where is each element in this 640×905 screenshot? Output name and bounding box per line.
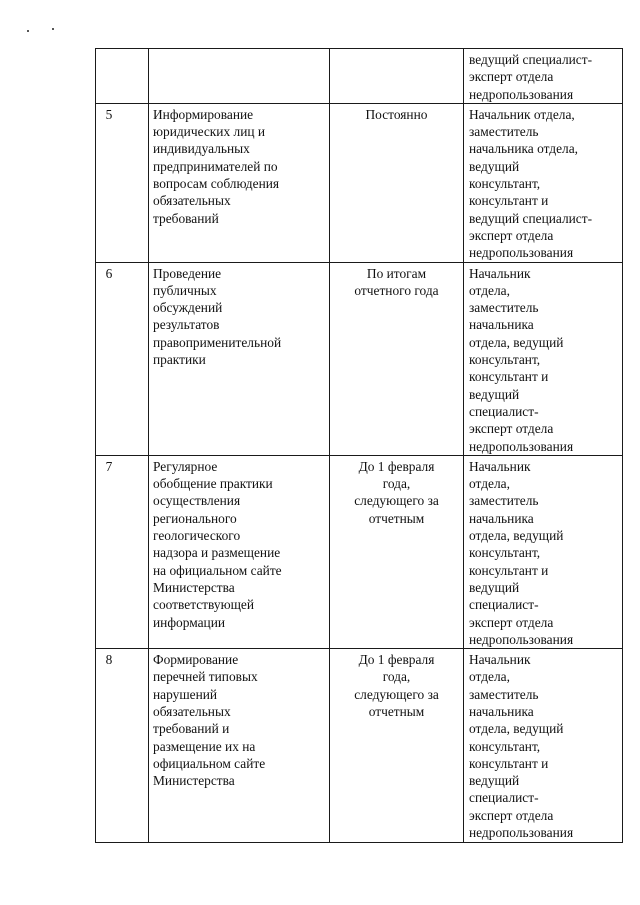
text-line: нарушений <box>153 686 218 702</box>
deadline-cell <box>330 262 464 455</box>
text-line: соответствующей <box>153 597 254 613</box>
table-body <box>96 49 623 843</box>
text-line: обязательных <box>153 703 231 719</box>
text-line: официальном сайте <box>153 755 266 771</box>
text-line: отдела, ведущий <box>469 721 564 737</box>
text-line: ведущий <box>469 773 520 789</box>
responsible-cell <box>464 455 623 648</box>
deadline-text <box>330 104 463 123</box>
text-line: Министерства <box>153 773 235 789</box>
text-line: на официальном сайте <box>153 562 282 578</box>
text-line: недропользования <box>469 245 574 261</box>
activity-cell <box>149 103 330 262</box>
text-line: консультант и <box>469 562 549 578</box>
responsible-cell <box>464 649 623 843</box>
text-line: отдела, <box>469 669 510 685</box>
text-line: публичных <box>153 282 217 298</box>
text-line: Начальник <box>469 652 531 668</box>
text-line: отдела, <box>469 282 510 298</box>
text-line: геологического <box>153 528 241 544</box>
text-line: Формирование <box>153 652 239 668</box>
text-line: года, <box>382 476 411 492</box>
row-number: 6 <box>105 265 113 281</box>
activity-text <box>149 49 329 51</box>
text-line: требований <box>153 210 219 226</box>
text-line: правоприменительной <box>153 334 282 350</box>
inspection-plan-table <box>95 48 623 843</box>
text-line: консультант и <box>469 369 549 385</box>
activity-cell <box>149 455 330 648</box>
text-line: практики <box>153 352 206 368</box>
text-line: Проведение <box>153 265 222 281</box>
table-row <box>96 649 623 843</box>
text-line: обобщение практики <box>153 476 273 492</box>
text-line: перечней типовых <box>153 669 258 685</box>
row-number: 5 <box>105 106 113 122</box>
text-line: отчетного года <box>354 282 439 298</box>
text-line: недропользования <box>469 825 574 841</box>
table-row <box>96 103 623 262</box>
scan-speck <box>27 30 29 32</box>
activity-text <box>149 104 329 227</box>
text-line: недропользования <box>469 438 574 454</box>
text-line: осуществления <box>153 493 241 509</box>
activity-cell <box>149 49 330 104</box>
activity-text <box>149 456 329 631</box>
responsible-cell <box>464 103 623 262</box>
text-line: юридических лиц и <box>153 124 266 140</box>
text-line: следующего за <box>354 686 439 702</box>
text-line: До 1 февраля <box>358 458 435 474</box>
text-line: ведущий <box>469 158 520 174</box>
deadline-cell <box>330 455 464 648</box>
text-line: вопросам соблюдения <box>153 176 280 192</box>
text-line: эксперт отдела <box>469 69 554 85</box>
text-line: консультант, <box>469 176 541 192</box>
text-line: надзора и размещение <box>153 545 281 561</box>
text-line: размещение их на <box>153 738 256 754</box>
text-line: специалист- <box>469 790 539 806</box>
responsible-text <box>464 104 622 262</box>
number-cell <box>96 49 149 104</box>
text-line: регионального <box>153 510 237 526</box>
text-line: заместитель <box>469 124 539 140</box>
text-line: консультант и <box>469 755 549 771</box>
text-line: заместитель <box>469 300 539 316</box>
text-line: отдела, <box>469 476 510 492</box>
activity-text <box>149 649 329 789</box>
scan-speck <box>52 28 54 30</box>
text-line: консультант, <box>469 545 541 561</box>
deadline-cell <box>330 649 464 843</box>
number-cell <box>96 103 149 262</box>
text-line: начальника <box>469 510 534 526</box>
text-line: года, <box>382 669 411 685</box>
text-line: отдела, ведущий <box>469 334 564 350</box>
text-line: недропользования <box>469 86 574 102</box>
text-line: предпринимателей по <box>153 158 278 174</box>
responsible-cell <box>464 262 623 455</box>
responsible-text <box>464 49 622 103</box>
responsible-text <box>464 263 622 455</box>
text-line: начальника отдела, <box>469 141 579 157</box>
text-line: недропользования <box>469 631 574 647</box>
text-line: Начальник отдела, <box>469 106 575 122</box>
text-line: отчетным <box>368 510 425 526</box>
deadline-text <box>330 263 463 300</box>
text-line: информации <box>153 614 226 630</box>
deadline-cell <box>330 103 464 262</box>
activity-text <box>149 263 329 369</box>
deadline-text <box>330 649 463 720</box>
text-line: Начальник <box>469 265 531 281</box>
text-line: консультант, <box>469 352 541 368</box>
number-cell <box>96 262 149 455</box>
text-line: До 1 февраля <box>358 652 435 668</box>
text-line: эксперт отдела <box>469 227 554 243</box>
row-number <box>96 49 122 51</box>
text-line: Министерства <box>153 579 235 595</box>
text-line: обязательных <box>153 193 231 209</box>
text-line: отдела, ведущий <box>469 528 564 544</box>
text-line: эксперт отдела <box>469 614 554 630</box>
text-line: заместитель <box>469 493 539 509</box>
activity-cell <box>149 262 330 455</box>
text-line: Информирование <box>153 106 254 122</box>
text-line: обсуждений <box>153 300 223 316</box>
text-line: ведущий специалист- <box>469 52 593 67</box>
text-line: эксперт отдела <box>469 421 554 437</box>
row-number: 7 <box>105 458 113 474</box>
text-line: Начальник <box>469 458 531 474</box>
text-line: ведущий специалист- <box>469 210 593 226</box>
text-line: заместитель <box>469 686 539 702</box>
text-line: индивидуальных <box>153 141 250 157</box>
text-line: начальника <box>469 317 534 333</box>
text-line: ведущий <box>469 386 520 402</box>
text-line: специалист- <box>469 597 539 613</box>
text-line: Постоянно <box>365 106 428 122</box>
text-line: ведущий <box>469 579 520 595</box>
table-row <box>96 262 623 455</box>
text-line: отчетным <box>368 703 425 719</box>
text-line: консультант и <box>469 193 549 209</box>
number-cell <box>96 649 149 843</box>
text-line: начальника <box>469 703 534 719</box>
text-line: результатов <box>153 317 220 333</box>
responsible-text <box>464 456 622 648</box>
table-row <box>96 455 623 648</box>
responsible-cell <box>464 49 623 104</box>
number-cell <box>96 455 149 648</box>
activity-cell <box>149 649 330 843</box>
deadline-cell <box>330 49 464 104</box>
text-line: специалист- <box>469 403 539 419</box>
table-row <box>96 49 623 104</box>
row-number: 8 <box>105 652 113 668</box>
deadline-text <box>330 456 463 527</box>
responsible-text <box>464 649 622 841</box>
text-line: По итогам <box>366 265 427 281</box>
text-line: следующего за <box>354 493 439 509</box>
text-line: эксперт отдела <box>469 807 554 823</box>
text-line: требований и <box>153 721 230 737</box>
text-line: Регулярное <box>153 458 218 474</box>
deadline-text <box>330 49 463 51</box>
text-line: консультант, <box>469 738 541 754</box>
